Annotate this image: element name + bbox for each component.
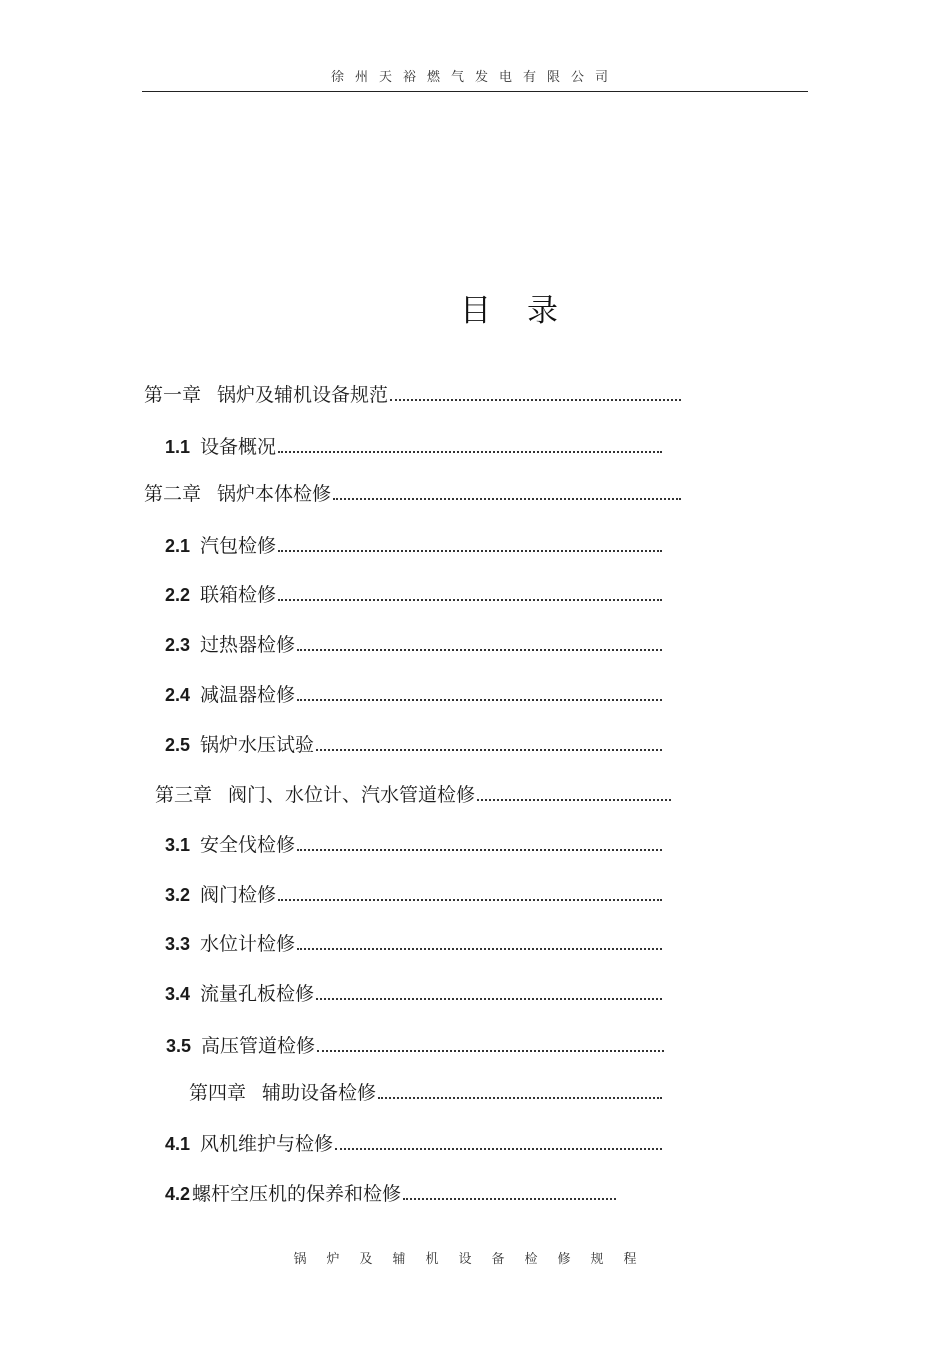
section-number: 4.2 bbox=[165, 1184, 191, 1204]
dot-leader bbox=[378, 1097, 662, 1099]
toc-entry-2-5[interactable] bbox=[165, 730, 662, 760]
chapter-label: 第一章 bbox=[144, 384, 202, 406]
section-title: 联箱检修 bbox=[200, 584, 277, 606]
toc-entry-3-1[interactable] bbox=[165, 830, 662, 860]
section-number: 3.2 bbox=[165, 885, 191, 905]
dot-leader bbox=[278, 550, 662, 552]
toc-entry-3-3[interactable] bbox=[165, 929, 662, 959]
page-footer: 锅炉及辅机设备检修规程 bbox=[293, 1252, 657, 1267]
toc-entry-2-4[interactable] bbox=[165, 680, 662, 710]
toc-title: 目录 bbox=[460, 293, 594, 329]
toc-entry-4-1[interactable] bbox=[165, 1129, 662, 1159]
toc-entry-3-2[interactable] bbox=[165, 880, 662, 910]
dot-leader bbox=[297, 849, 662, 851]
toc-entry-3-5[interactable] bbox=[166, 1031, 664, 1061]
toc-entry-3-4[interactable] bbox=[165, 979, 662, 1009]
section-number: 2.5 bbox=[165, 735, 191, 755]
chapter-label: 第三章 bbox=[155, 784, 213, 806]
dot-leader bbox=[477, 799, 671, 801]
chapter-label: 第四章 bbox=[189, 1082, 247, 1104]
toc-entry-2-2[interactable] bbox=[165, 580, 662, 610]
section-number: 4.1 bbox=[165, 1134, 191, 1154]
section-number: 3.1 bbox=[165, 835, 191, 855]
chapter-label: 第二章 bbox=[144, 483, 202, 505]
dot-leader bbox=[317, 1050, 664, 1052]
dot-leader bbox=[333, 498, 681, 500]
section-number: 2.4 bbox=[165, 685, 191, 705]
section-title: 风机维护与检修 bbox=[200, 1133, 334, 1155]
chapter-title: 辅助设备检修 bbox=[262, 1082, 377, 1104]
toc-entry-1-1[interactable] bbox=[165, 432, 662, 462]
toc-entry-chapter-2[interactable] bbox=[144, 479, 681, 509]
dot-leader bbox=[297, 699, 662, 701]
page-header: 徐州天裕燃气发电有限公司 bbox=[330, 70, 619, 85]
section-title: 减温器检修 bbox=[200, 684, 296, 706]
section-number: 3.4 bbox=[165, 984, 191, 1004]
toc-entry-2-3[interactable] bbox=[165, 630, 662, 660]
dot-leader bbox=[278, 599, 662, 601]
section-number: 2.1 bbox=[165, 536, 191, 556]
section-title: 安全伐检修 bbox=[200, 834, 296, 856]
header-rule bbox=[142, 91, 808, 92]
section-number: 2.3 bbox=[165, 635, 191, 655]
section-title: 高压管道检修 bbox=[201, 1035, 316, 1057]
toc-entry-chapter-3[interactable] bbox=[155, 780, 671, 810]
section-title: 螺杆空压机的保养和检修 bbox=[192, 1183, 402, 1205]
section-number: 3.5 bbox=[166, 1036, 192, 1056]
section-title: 锅炉水压试验 bbox=[200, 734, 315, 756]
dot-leader bbox=[297, 649, 662, 651]
section-number: 3.3 bbox=[165, 934, 191, 954]
dot-leader bbox=[278, 899, 662, 901]
toc-entry-4-2[interactable] bbox=[165, 1179, 616, 1209]
toc-entry-chapter-4[interactable] bbox=[189, 1078, 662, 1108]
section-number: 2.2 bbox=[165, 585, 191, 605]
section-title: 阀门检修 bbox=[200, 884, 277, 906]
chapter-title: 锅炉及辅机设备规范 bbox=[217, 384, 389, 406]
dot-leader bbox=[403, 1198, 616, 1200]
dot-leader bbox=[390, 399, 681, 401]
chapter-title: 锅炉本体检修 bbox=[217, 483, 332, 505]
dot-leader bbox=[316, 998, 662, 1000]
section-title: 水位计检修 bbox=[200, 933, 296, 955]
section-title: 过热器检修 bbox=[200, 634, 296, 656]
toc-entry-chapter-1[interactable] bbox=[144, 380, 681, 410]
dot-leader bbox=[297, 948, 662, 950]
section-title: 设备概况 bbox=[200, 436, 277, 458]
section-number: 1.1 bbox=[165, 437, 191, 457]
toc-entry-2-1[interactable] bbox=[165, 531, 662, 561]
dot-leader bbox=[335, 1148, 662, 1150]
chapter-title: 阀门、水位计、汽水管道检修 bbox=[228, 784, 476, 806]
section-title: 流量孔板检修 bbox=[200, 983, 315, 1005]
dot-leader bbox=[278, 451, 662, 453]
dot-leader bbox=[316, 749, 662, 751]
section-title: 汽包检修 bbox=[200, 535, 277, 557]
